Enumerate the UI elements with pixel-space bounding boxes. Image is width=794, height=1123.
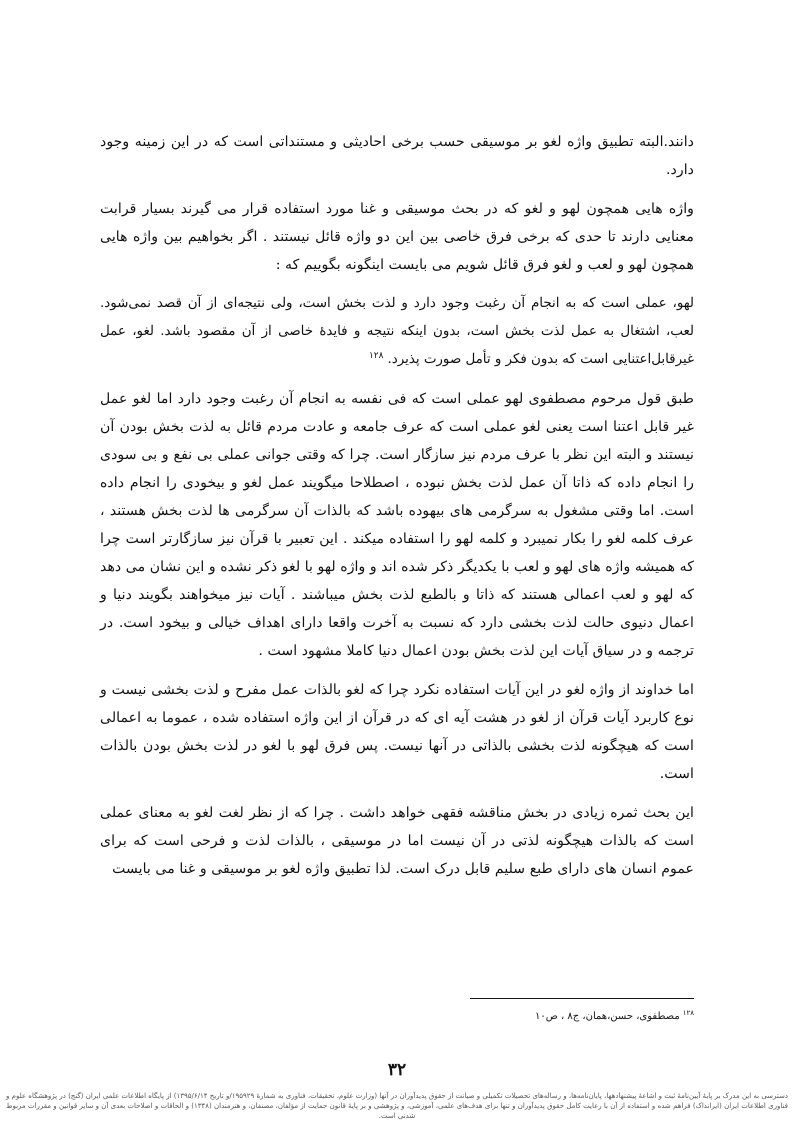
footnote-divider [470, 998, 694, 999]
paragraph-definitions [100, 290, 694, 374]
paragraph-4: طبق قول مرحوم مصطفوی لهو عملی است که فی نفسه به انجام آن رغبت وجود دارد اما لغو عمل غیر قابل اعتنا است یعنی لغو عملی است که عرف جامعه و عادت مردم قائل به لذت بخش بودن آن نیستند و البته این نظر با عرف مردم نیز سازگار است. چرا که وقتی جوانی عملی بی نفع و بی سودی را انجام داده که ذاتا آن عمل لذت بخش نبوده ، اصطلاحا میگویند عمل لغو و بیخودی را انجام داده است. اما وقتی مشغول به سرگرمی های بیهوده باشد که بالذات آن سرگرمی ها لذت بخش هستند ، عرف کلمه لغو را بکار نمیبرد و کلمه لهو را استفاده میکند . این تعبیر با قرآن نیز سازگارتر است چرا که همیشه واژه های لهو و لعب با یکدیگر ذکر شده اند و واژه لهو با لغو ذکر نشده و این نشان می دهد که لهو و لعب اعمالی هستند که ذاتا و بالطبع لذت بخش میباشند . آیات نیز میخواهند بگویند دنیا و اعمال دنیوی حالت لذت بخشی دارد که نسبت به آخرت واقعا دارای اهداف خیالی و بیخود است. در ترجمه و در سیاق آیات این لذت بخش بودن اعمال دنیا کاملا مشهود است . [100, 391, 694, 659]
page-number: ۳۲ [387, 1060, 407, 1080]
paragraph-6: این بحث ثمره زیادی در بخش مناقشه فقهی خواهد داشت . چرا که از نظر لغت لغو به معنای عملی است که بالذات هیچگونه لذتی در آن نیست اما در موسیقی ، بالذات لذت و فرحی است که برای عموم انسان های دارای طبع سلیم قابل درک است. لذا تطبیق واژه لغو بر موسیقی و غنا می بایست [100, 805, 694, 877]
footnote-number: ۱۲۸ [682, 1008, 694, 1017]
page-body [100, 128, 694, 894]
footnote-reference[interactable]: ۱۲۸ [368, 350, 384, 361]
footnote-text: مصطفوی، حسن،همان، ج۸ ، ص۱۰ [534, 1011, 680, 1022]
legal-notice: دسترسی به این مدرک بر پایهٔ آیین‌نامهٔ ثبت و اشاعهٔ پیشنهادهها، پایان‌نامه‌ها، و رساله‌های تحصیلات تکمیلی و صیانت از حقوق پدیدآوران در آنها (وزارت علوم، تحقیقات، فناوری به شمارهٔ ۱۹۵۹۲۹/و تاریخ ۱۳۹۵/۶/۱۴) از پایگاه اطلاعات علمی ایران (گنج) در پژوهشگاه علوم و فناوری اطلاعات ایران (ایرانداک) فراهم شده و استفاده از آن با رعایت کامل حقوق پدیدآوران و تنها برای هدف‌های علمی، آموزشی، و پژوهشی و بر پایهٔ قانون حمایت از مؤلفان، مصنفان، و هنرمندان (۱۳۴۸) و الحاقات و اصلاحات بعدی آن و سایر قوانین و مقررات مربوط شدنی است. [6, 1092, 788, 1120]
paragraph-3-text: لهو، عملی است که به انجام آن رغبت وجود دارد و لذت بخش است، ولی نتیجه‌ای از آن قصد نمی‌شود. لعب، اشتغال به عمل لذت بخش است، بدون اینکه نتیجه و فایدهٔ خاصی از آن مقصود باشد. لغو، عمل غیرقابل‌اعتنایی است که بدون فکر و تأمل صورت پذیرد. [100, 296, 694, 367]
paragraph-5: اما خداوند از واژه لغو در این آیات استفاده نکرد چرا که لغو بالذات عمل مفرح و لذت بخشی نیست و نوع کاربرد آیات قرآن از لغو در هشت آیه ای که در قرآن از این واژه استفاده شده ، عموما به اعمالی است که هیچگونه لذت بخشی بالذاتی در آنها نیست. پس فرق لهو با لغو در لذت بخش بودن بالذات است. [100, 682, 694, 782]
footnote [394, 1010, 694, 1024]
paragraph-1: دانند.البته تطبیق واژه لغو بر موسیقی حسب برخی احادیثی و مستنداتی است که در این زمینه وجود دارد. [100, 134, 694, 178]
paragraph-2: واژه هایی همچون لهو و لغو که در بحث موسیقی و غنا مورد استفاده قرار می گیرند بسیار قرابت معنایی دارند تا حدی که برخی فرق خاصی بین این دو واژه قائل نیستند . اگر بخواهیم بین واژه هایی همچون لهو و لعب و لغو فرق قائل شویم می بایست اینگونه بگوییم که : [100, 201, 694, 273]
